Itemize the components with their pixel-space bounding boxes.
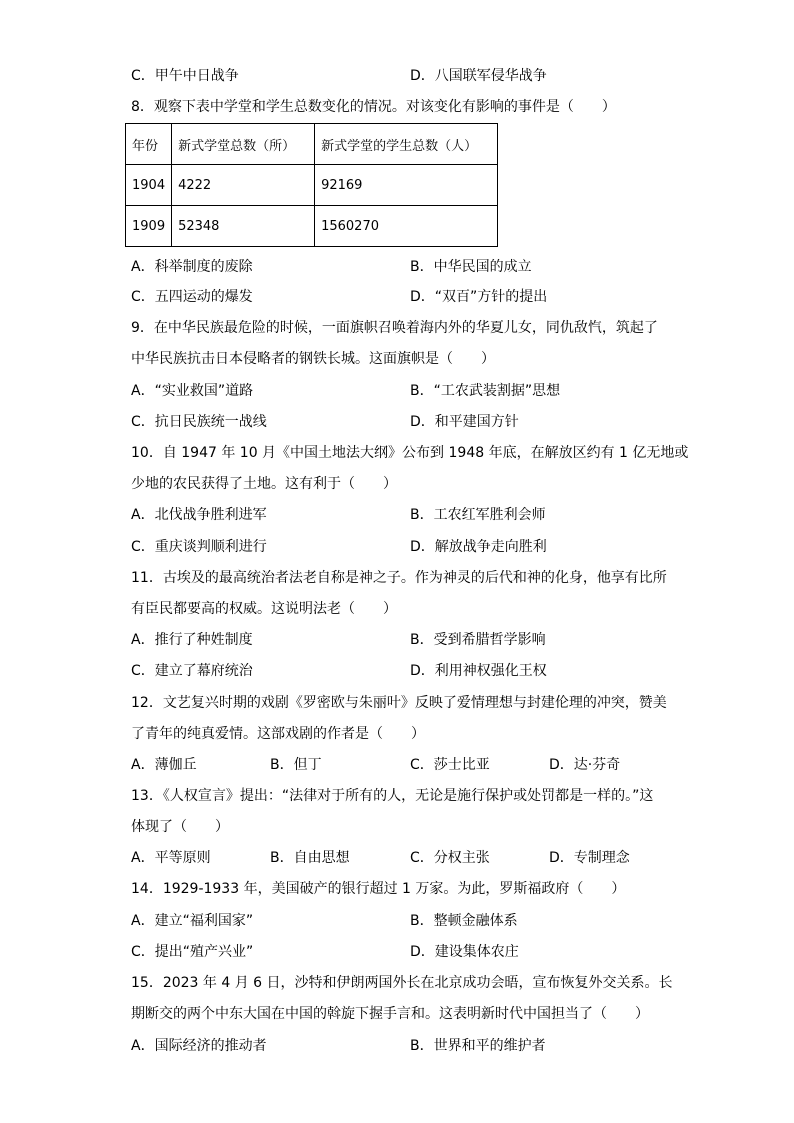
- q13-option-b: B．自由思想: [270, 850, 350, 866]
- q12-option-b: B．但丁: [270, 757, 322, 773]
- q10-option-b: B．工农红军胜利会师: [410, 507, 546, 523]
- table-cell: 1909: [126, 206, 172, 247]
- q13-stem-line2: 体现了（ ）: [131, 819, 229, 835]
- q11-stem-line1: 11．古埃及的最高统治者法老自称是神之子。作为神灵的后代和神的化身，他享有比所: [131, 570, 667, 586]
- table-header-cell: 新式学堂总数（所）: [172, 124, 315, 165]
- q14-option-c: C．提出“殖产兴业”: [131, 944, 254, 960]
- q9-option-d: D．和平建国方针: [410, 414, 519, 430]
- q15-option-b: B．世界和平的维护者: [410, 1038, 546, 1054]
- q15-stem-line2: 期断交的两个中东大国在中国的斡旋下握手言和。这表明新时代中国担当了（ ）: [131, 1006, 649, 1022]
- q9-stem-line2: 中华民族抗击日本侵略者的钢铁长城。这面旗帜是（ ）: [131, 351, 495, 367]
- q12-option-a: A．薄伽丘: [131, 757, 197, 773]
- table-header-cell: 新式学堂的学生总数（人）: [315, 124, 498, 165]
- q11-option-b: B．受到希腊哲学影响: [410, 632, 546, 648]
- q8-data-table: [125, 123, 498, 247]
- q13-option-a: A．平等原则: [131, 850, 211, 866]
- q10-option-d: D．解放战争走向胜利: [410, 539, 547, 555]
- q8-option-d: D．“双百”方针的提出: [410, 289, 548, 305]
- q12-option-d: D．达·芬奇: [549, 757, 621, 773]
- q14-stem: 14．1929-1933 年，美国破产的银行超过 1 万家。为此，罗斯福政府（ ）: [131, 881, 626, 897]
- q13-stem-line1: 13．《人权宣言》提出：“法律对于所有的人，无论是施行保护或处罚都是一样的。”这: [131, 788, 654, 804]
- q10-option-a: A．北伐战争胜利进军: [131, 507, 267, 523]
- q8-option-a: A．科举制度的废除: [131, 259, 253, 275]
- q12-stem-line1: 12．文艺复兴时期的戏剧《罗密欧与朱丽叶》反映了爱情理想与封建伦理的冲突，赞美: [131, 695, 667, 711]
- q9-option-b: B．“工农武装割据”思想: [410, 383, 561, 399]
- table-cell: 52348: [172, 206, 315, 247]
- q7-option-c: C．甲午中日战争: [131, 68, 239, 84]
- q11-option-c: C．建立了幕府统治: [131, 663, 253, 679]
- q8-option-c: C．五四运动的爆发: [131, 289, 253, 305]
- q8-option-b: B．中华民国的成立: [410, 259, 532, 275]
- q11-option-d: D．利用神权强化王权: [410, 663, 547, 679]
- table-header-row: [126, 124, 498, 165]
- q10-stem-line2: 少地的农民获得了土地。这有利于（ ）: [131, 476, 397, 492]
- q14-option-a: A．建立“福利国家”: [131, 913, 254, 929]
- table-cell: 1904: [126, 165, 172, 206]
- q12-option-c: C．莎士比亚: [410, 757, 490, 773]
- q15-option-a: A．国际经济的推动者: [131, 1038, 267, 1054]
- q11-option-a: A．推行了种姓制度: [131, 632, 253, 648]
- q13-option-d: D．专制理念: [549, 850, 630, 866]
- q9-stem-line1: 9．在中华民族最危险的时候，一面旗帜召唤着海内外的华夏儿女，同仇敌忾，筑起了: [131, 320, 658, 336]
- q7-option-d: D．八国联军侵华战争: [410, 68, 547, 84]
- q14-option-b: B．整顿金融体系: [410, 913, 518, 929]
- q9-option-c: C．抗日民族统一战线: [131, 414, 267, 430]
- table-cell: 4222: [172, 165, 315, 206]
- q10-stem-line1: 10．自 1947 年 10 月《中国土地法大纲》公布到 1948 年底，在解放区约有 1 亿无地或: [131, 445, 689, 461]
- q9-option-a: A．“实业救国”道路: [131, 383, 254, 399]
- table-row: [126, 206, 498, 247]
- table-cell: 92169: [315, 165, 498, 206]
- q12-stem-line2: 了青年的纯真爱情。这部戏剧的作者是（ ）: [131, 726, 425, 742]
- table-cell: 1560270: [315, 206, 498, 247]
- table-row: [126, 165, 498, 206]
- table-header-cell: 年份: [126, 124, 172, 165]
- q8-stem: 8．观察下表中学堂和学生总数变化的情况。对该变化有影响的事件是（ ）: [131, 99, 616, 115]
- q15-stem-line1: 15．2023 年 4 月 6 日，沙特和伊朗两国外长在北京成功会晤，宣布恢复外交关系。长: [131, 975, 673, 991]
- q11-stem-line2: 有臣民都要高的权威。这说明法老（ ）: [131, 601, 397, 617]
- q10-option-c: C．重庆谈判顺利进行: [131, 539, 267, 555]
- q14-option-d: D．建设集体农庄: [410, 944, 519, 960]
- q13-option-c: C．分权主张: [410, 850, 490, 866]
